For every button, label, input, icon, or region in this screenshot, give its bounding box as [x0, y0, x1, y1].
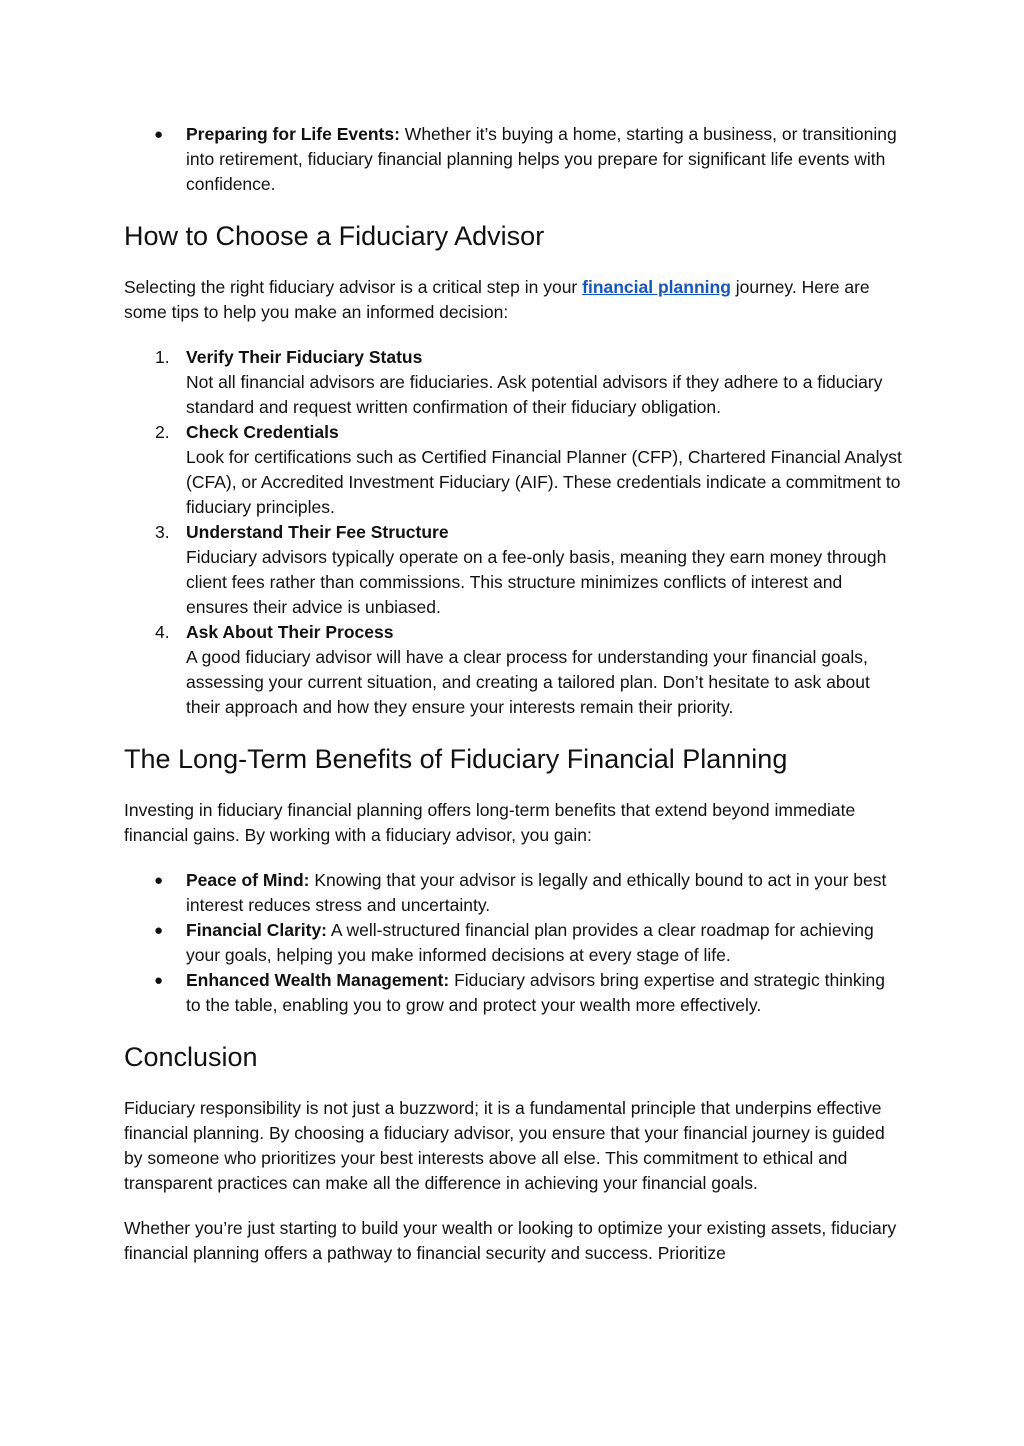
bullet-marker: ●: [154, 972, 164, 989]
list-item-text: Fiduciary advisors typically operate on a fee-only basis, meaning they earn money through client fees rather than commissions. This structure minimizes conflicts of interest and ensures their advice is unbiased.: [186, 547, 887, 617]
list-item-text: A well-structured financial plan provides a clear roadmap for achieving your goals, helping you make informed decisions at every stage of life.: [186, 920, 874, 965]
list-number: 2.: [155, 422, 170, 442]
list-item-label: Financial Clarity:: [186, 920, 328, 940]
list-number: 3.: [155, 522, 170, 542]
list-item: [124, 620, 904, 720]
list-item: [124, 420, 904, 520]
list-item-text: Whether it’s buying a home, starting a business, or transitioning into retirement, fiduciary financial planning helps you prepare for significant life events with confidence.: [186, 124, 897, 194]
list-item-title: Verify Their Fiduciary Status: [186, 347, 423, 367]
list-item-label: Enhanced Wealth Management:: [186, 970, 450, 990]
list-item-text: Knowing that your advisor is legally and ethically bound to act in your best interest reduces stress and uncertainty.: [186, 870, 887, 915]
bullet-marker: ●: [154, 126, 164, 143]
list-item-text: Not all financial advisors are fiduciaries. Ask potential advisors if they adhere to a fiduciary standard and request written confirmation of their fiduciary obligation.: [186, 372, 883, 417]
section-heading-benefits: The Long-Term Benefits of Fiduciary Financial Planning: [124, 744, 788, 774]
list-item: [124, 918, 904, 968]
list-item: [124, 345, 904, 420]
list-item: [124, 868, 904, 918]
choose-intro-paragraph: [124, 275, 904, 325]
list-item-label: Preparing for Life Events:: [186, 124, 400, 144]
list-item: [124, 520, 904, 620]
list-item-text: Fiduciary advisors bring expertise and strategic thinking to the table, enabling you to grow and protect your wealth more effectively.: [186, 970, 885, 1015]
bullet-marker: ●: [154, 922, 164, 939]
list-number: 4.: [155, 622, 170, 642]
section-heading-conclusion: Conclusion: [124, 1042, 258, 1072]
list-item-label: Peace of Mind:: [186, 870, 310, 890]
conclusion-paragraph-2: Whether you’re just starting to build your wealth or looking to optimize your existing assets, fiduciary financial planning offers a pathway to financial security and success. Prioritize: [124, 1218, 897, 1263]
list-item-title: Understand Their Fee Structure: [186, 522, 449, 542]
list-item-text: A good fiduciary advisor will have a clear process for understanding your financial goals, assessing your current situation, and creating a tailored plan. Don’t hesitate to ask about their approach and how they ensure your interests remain their priority.: [186, 647, 870, 717]
benefits-intro-paragraph: Investing in fiduciary financial planning offers long-term benefits that extend beyond immediate financial gains. By working with a fiduciary advisor, you gain:: [124, 800, 856, 845]
list-item-text: Look for certifications such as Certified Financial Planner (CFP), Chartered Financial Analyst (CFA), or Accredited Investment Fiduciary (AIF). These credentials indicate a commitment to fiduciary principles.: [186, 447, 902, 517]
section-heading-choose: How to Choose a Fiduciary Advisor: [124, 221, 545, 251]
list-item: [124, 968, 904, 1018]
benefits-bullet-list: [124, 868, 904, 1018]
top-bullet-list: [124, 122, 904, 197]
conclusion-paragraph-1: Fiduciary responsibility is not just a buzzword; it is a fundamental principle that underpins effective financial planning. By choosing a fiduciary advisor, you ensure that your financial journey is guided by someone who prioritizes your best interests above all else. This commitment to ethical and transparent practices can make all the difference in achieving your financial goals.: [124, 1098, 885, 1193]
intro-text-before: Selecting the right fiduciary advisor is a critical step in your: [124, 277, 583, 297]
financial-planning-link[interactable]: financial planning: [582, 277, 731, 297]
list-item: [124, 122, 904, 197]
document-page: [124, 122, 904, 1266]
list-item-title: Check Credentials: [186, 422, 339, 442]
list-number: 1.: [155, 347, 170, 367]
list-item-title: Ask About Their Process: [186, 622, 394, 642]
choose-numbered-list: [124, 345, 904, 720]
intro-text-after: journey. Here are some tips to help you make an informed decision:: [124, 277, 870, 322]
bullet-marker: ●: [154, 872, 164, 889]
